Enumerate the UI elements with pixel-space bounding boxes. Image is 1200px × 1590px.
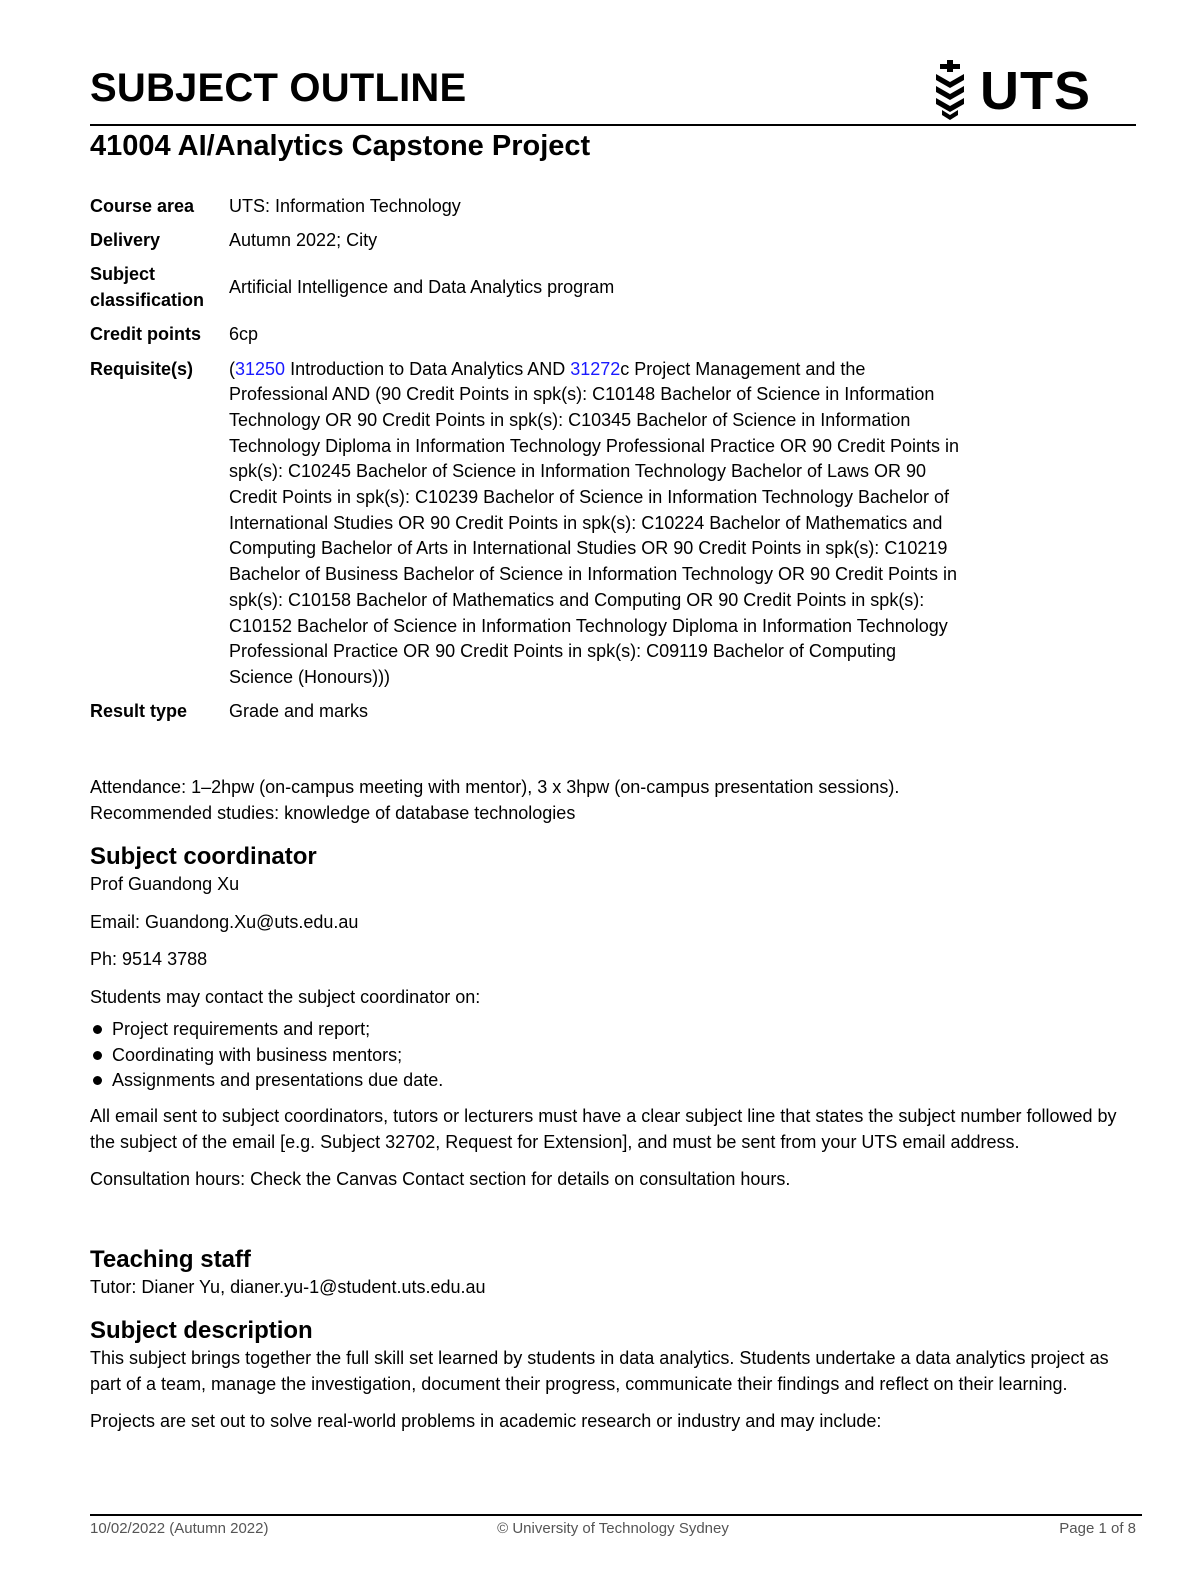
footer-page-number: Page 1 of 8 [1059, 1520, 1136, 1537]
classification-label-line-2: classification [90, 290, 205, 311]
attendance-block [90, 775, 1136, 826]
list-item: Project requirements and report; [90, 1017, 1136, 1043]
coordinator-email: Email: Guandong.Xu@uts.edu.au [90, 911, 359, 932]
coordinator-section [90, 842, 1136, 1205]
result-type-row [90, 699, 960, 725]
classification-label [90, 262, 229, 313]
result-type-value: Grade and marks [229, 701, 369, 722]
footer-divider [90, 1514, 1142, 1516]
subject-name: 41004 AI/Analytics Capstone Project [90, 130, 591, 162]
uts-logo [928, 60, 1091, 122]
list-item: Coordinating with business mentors; [90, 1043, 1136, 1069]
credit-points-value: 6cp [229, 324, 259, 345]
course-area-row [90, 194, 960, 220]
requisites-value [229, 357, 960, 691]
requisites-label: Requisite(s) [90, 358, 194, 379]
coordinator-phone: Ph: 9514 3788 [90, 949, 208, 970]
consultation-text: Consultation hours: Check the Canvas Contact section for details on consultation hours. [90, 1169, 791, 1190]
list-item: Assignments and presentations due date. [90, 1068, 1136, 1094]
footer-copyright: © University of Technology Sydney [497, 1520, 729, 1537]
footer-date: 10/02/2022 (Autumn 2022) [90, 1520, 269, 1537]
delivery-value: Autumn 2022; City [229, 230, 378, 251]
subject-info-table [90, 194, 960, 733]
delivery-label: Delivery [90, 230, 161, 251]
requisite-link-31250[interactable]: 31250 [235, 358, 286, 379]
requisite-link-31272[interactable]: 31272 [570, 358, 621, 379]
description-section [90, 1316, 1136, 1447]
course-area-value: UTS: Information Technology [229, 196, 461, 216]
contact-intro: Students may contact the subject coordinator on: [90, 987, 481, 1008]
credit-points-label: Credit points [90, 324, 201, 345]
classification-row [90, 262, 960, 313]
header-divider [90, 124, 1136, 126]
recommended-studies-text: Recommended studies: knowledge of database technologies [90, 802, 576, 823]
page-title: SUBJECT OUTLINE [90, 66, 467, 110]
delivery-row [90, 228, 960, 254]
classification-label-line-1: Subject [90, 264, 156, 285]
classification-value: Artificial Intelligence and Data Analytics program [229, 277, 615, 298]
coordinator-name: Prof Guandong Xu [90, 874, 240, 894]
email-policy-text: All email sent to subject coordinators, tutors or lecturers must have a clear subject line that states the subject number followed by the subject of the email [e.g. Subject 32702, Request for Extension], and must be sent from your UTS email address. [90, 1105, 1117, 1152]
course-area-label: Course area [90, 196, 195, 216]
coordinator-heading: Subject coordinator [90, 843, 317, 870]
teaching-staff-section [90, 1245, 1136, 1313]
requisites-row [90, 357, 960, 691]
description-paragraph-1: This subject brings together the full skill set learned by students in data analytics. Students undertake a data analytics project as part of a team, manage the investigation, document their progress, communicate their findings and reflect on their learning. [90, 1348, 1109, 1394]
uts-wordmark: UTS [980, 61, 1091, 121]
teaching-staff-heading: Teaching staff [90, 1246, 251, 1273]
result-type-label: Result type [90, 701, 188, 722]
page-footer [90, 1520, 1136, 1540]
contact-topics-list [90, 1017, 1136, 1094]
uts-crest-icon [928, 60, 972, 122]
requisites-open-paren: ( [229, 358, 235, 379]
description-paragraph-2: Projects are set out to solve real-world problems in academic research or industry and may include: [90, 1411, 882, 1432]
requisites-text-1: Introduction to Data Analytics AND [285, 358, 571, 379]
tutor-text: Tutor: Dianer Yu, dianer.yu-1@student.uts.edu.au [90, 1277, 486, 1297]
requisites-text-2: c Project Management and the Professional AND (90 Credit Points in spk(s): C10148 Bachelor of Science in Information Technology OR 90 Credit Points in spk(s): C10345 Bachelor of Science in Information Technology Diploma in Information Technology Professional Practice OR 90 Credit Points in spk(s): C10245 Bachelor of Science in Information Technology Bachelor of Laws OR 90 Credit Points in spk(s): C10239 Bachelor of Science in Information Technology Bachelor of International Studies OR 90 Credit Points in spk(s): C10224 Bachelor of Mathematics and Computing Bachelor of Arts in International Studies OR 90 Credit Points in spk(s): C10219 Bachelor of Business Bachelor of Science in Information Technology OR 90 Credit Points in spk(s): C10158 Bachelor of Mathematics and Computing OR 90 Credit Points in spk(s): C10152 Bachelor of Science in Information Technology Diploma in Information Technology Professional Practice OR 90 Credit Points in spk(s): C09119 Bachelor of Computing Science (Honours))) [229, 358, 960, 687]
attendance-text: Attendance: 1–2hpw (on-campus meeting with mentor), 3 x 3hpw (on-campus presentation sessions). [90, 777, 900, 797]
description-heading: Subject description [90, 1317, 313, 1344]
credit-points-row [90, 322, 960, 348]
